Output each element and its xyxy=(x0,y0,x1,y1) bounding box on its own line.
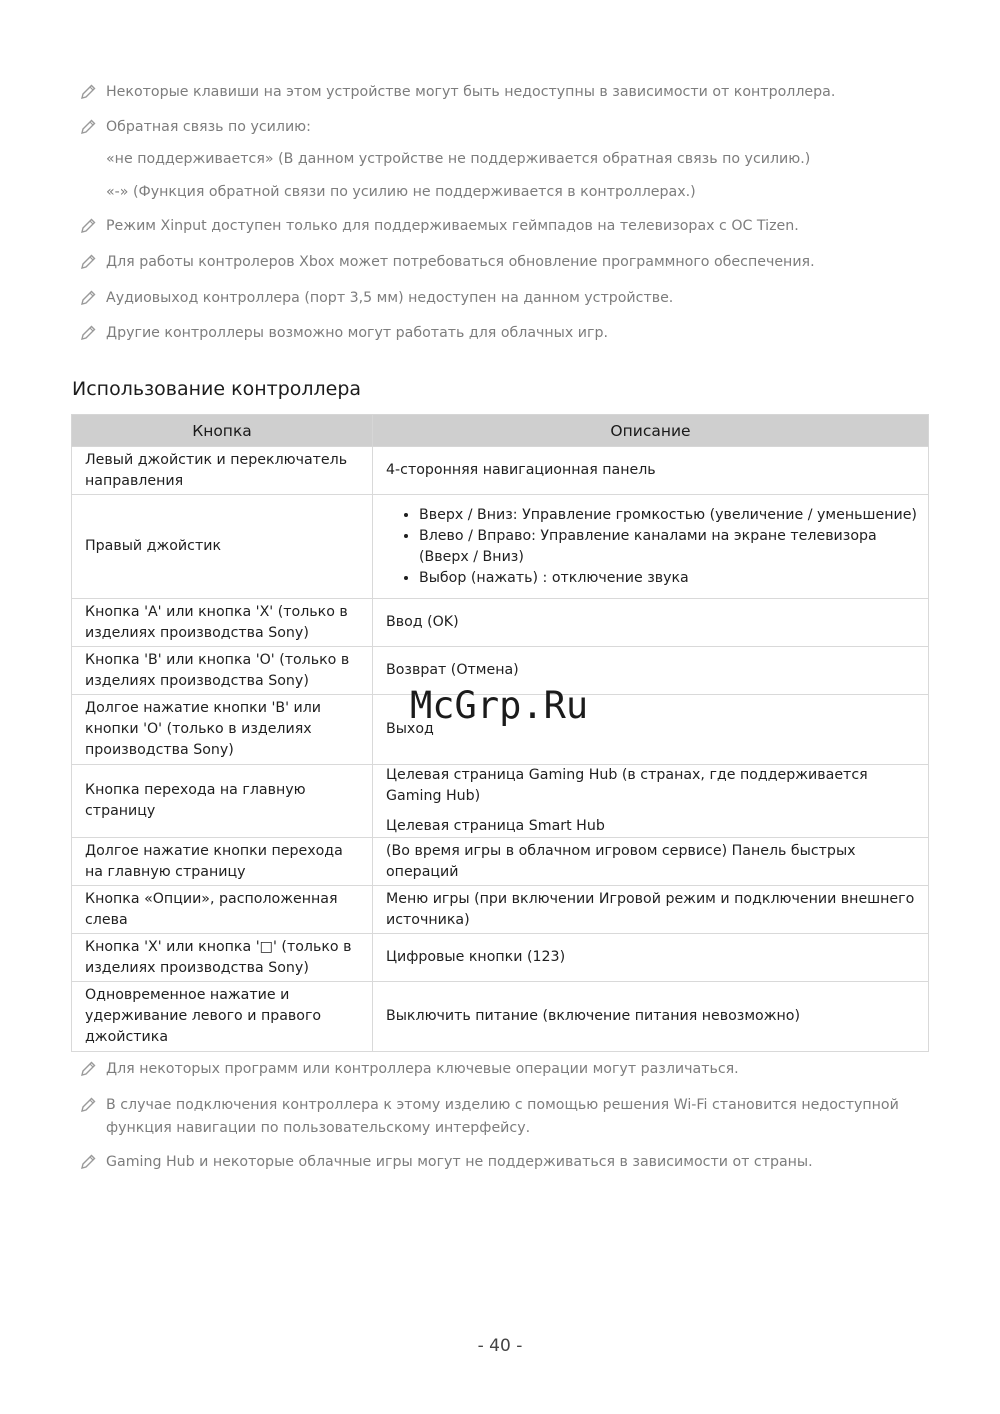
button-cell: Левый джойстик и переключатель направления xyxy=(72,447,373,495)
pencil-note-icon xyxy=(80,84,96,100)
button-cell: Кнопка перехода на главную страницу xyxy=(72,765,373,838)
pencil-note-icon xyxy=(80,218,96,234)
note-text: Аудиовыход контроллера (порт 3,5 мм) недоступен на данном устройстве. xyxy=(106,290,674,306)
note-text: Режим Xinput доступен только для поддерживаемых геймпадов на телевизорах с ОС Tizen. xyxy=(106,218,799,234)
table-header-row xyxy=(72,415,929,447)
description-line: Целевая страница Gaming Hub (в странах, где поддерживается Gaming Hub) xyxy=(386,767,868,804)
description-cell xyxy=(373,765,929,838)
description-cell: Ввод (OK) xyxy=(373,599,929,647)
description-cell xyxy=(373,495,929,599)
feedback-subline: «не поддерживается» (В данном устройстве не поддерживается обратная связь по усилию.) xyxy=(106,151,811,167)
note-text: Некоторые клавиши на этом устройстве могут быть недоступны в зависимости от контроллера. xyxy=(106,84,836,100)
list-item: • Влево / Вправо: Управление каналами на экране телевизора (Вверх / Вниз) xyxy=(419,526,920,568)
list-item: • Выбор (нажать) : отключение звука xyxy=(419,568,920,589)
feedback-subline: «-» (Функция обратной связи по усилию не поддерживается в контроллерах.) xyxy=(106,184,696,200)
page-number: - 40 - xyxy=(477,1336,523,1356)
list-item: • Вверх / Вниз: Управление громкостью (увеличение / уменьшение) xyxy=(419,505,920,526)
section-title: Использование контроллера xyxy=(72,378,362,400)
description-cell: Выход xyxy=(373,695,929,765)
note-text: Обратная связь по усилию: xyxy=(106,119,311,135)
table-row xyxy=(72,886,929,934)
button-cell: Долгое нажатие кнопки перехода на главную страницу xyxy=(72,838,373,886)
description-cell: 4-сторонняя навигационная панель xyxy=(373,447,929,495)
controller-table xyxy=(71,414,929,1052)
pencil-note-icon xyxy=(80,119,96,135)
description-line: Целевая страница Smart Hub xyxy=(386,818,605,834)
pencil-note-icon xyxy=(80,254,96,270)
note-text: Gaming Hub и некоторые облачные игры могут не поддерживаться в зависимости от страны. xyxy=(106,1154,813,1170)
table-row xyxy=(72,982,929,1052)
pencil-note-icon xyxy=(80,1154,96,1170)
table-row xyxy=(72,765,929,838)
table-row xyxy=(72,934,929,982)
table-row xyxy=(72,599,929,647)
note-text: В случае подключения контроллера к этому изделию с помощью решения Wi-Fi становится недоступной функция навигации по пользовательскому интерфейсу. xyxy=(106,1097,899,1136)
table-row xyxy=(72,495,929,599)
pencil-note-icon xyxy=(80,325,96,341)
description-cell: Выключить питание (включение питания невозможно) xyxy=(373,982,929,1052)
button-cell: Долгое нажатие кнопки 'B' или кнопки 'O' (только в изделиях производства Sony) xyxy=(72,695,373,765)
note-text: Для некоторых программ или контроллера ключевые операции могут различаться. xyxy=(106,1061,739,1077)
button-cell: Одновременное нажатие и удерживание левого и правого джойстика xyxy=(72,982,373,1052)
button-cell: Кнопка «Опции», расположенная слева xyxy=(72,886,373,934)
watermark: McGrp.Ru xyxy=(410,684,589,727)
button-cell: Кнопка 'X' или кнопка '□' (только в изделиях производства Sony) xyxy=(72,934,373,982)
pencil-note-icon xyxy=(80,290,96,306)
pencil-note-icon xyxy=(80,1097,96,1113)
column-header-button: Кнопка xyxy=(72,415,373,447)
button-cell: Правый джойстик xyxy=(72,495,373,599)
note-text: Для работы контролеров Xbox может потребоваться обновление программного обеспечения. xyxy=(106,254,815,270)
button-cell: Кнопка 'A' или кнопка 'X' (только в изделиях производства Sony) xyxy=(72,599,373,647)
table-row xyxy=(72,447,929,495)
button-cell: Кнопка 'B' или кнопка 'O' (только в изделиях производства Sony) xyxy=(72,647,373,695)
note-text: Другие контроллеры возможно могут работать для облачных игр. xyxy=(106,325,608,341)
description-cell: Возврат (Отмена) xyxy=(373,647,929,695)
description-cell: (Во время игры в облачном игровом сервисе) Панель быстрых операций xyxy=(373,838,929,886)
column-header-description: Описание xyxy=(373,415,929,447)
table-row xyxy=(72,838,929,886)
bullet-list xyxy=(386,505,920,589)
description-cell: Цифровые кнопки (123) xyxy=(373,934,929,982)
pencil-note-icon xyxy=(80,1061,96,1077)
description-cell: Меню игры (при включении Игровой режим и подключении внешнего источника) xyxy=(373,886,929,934)
